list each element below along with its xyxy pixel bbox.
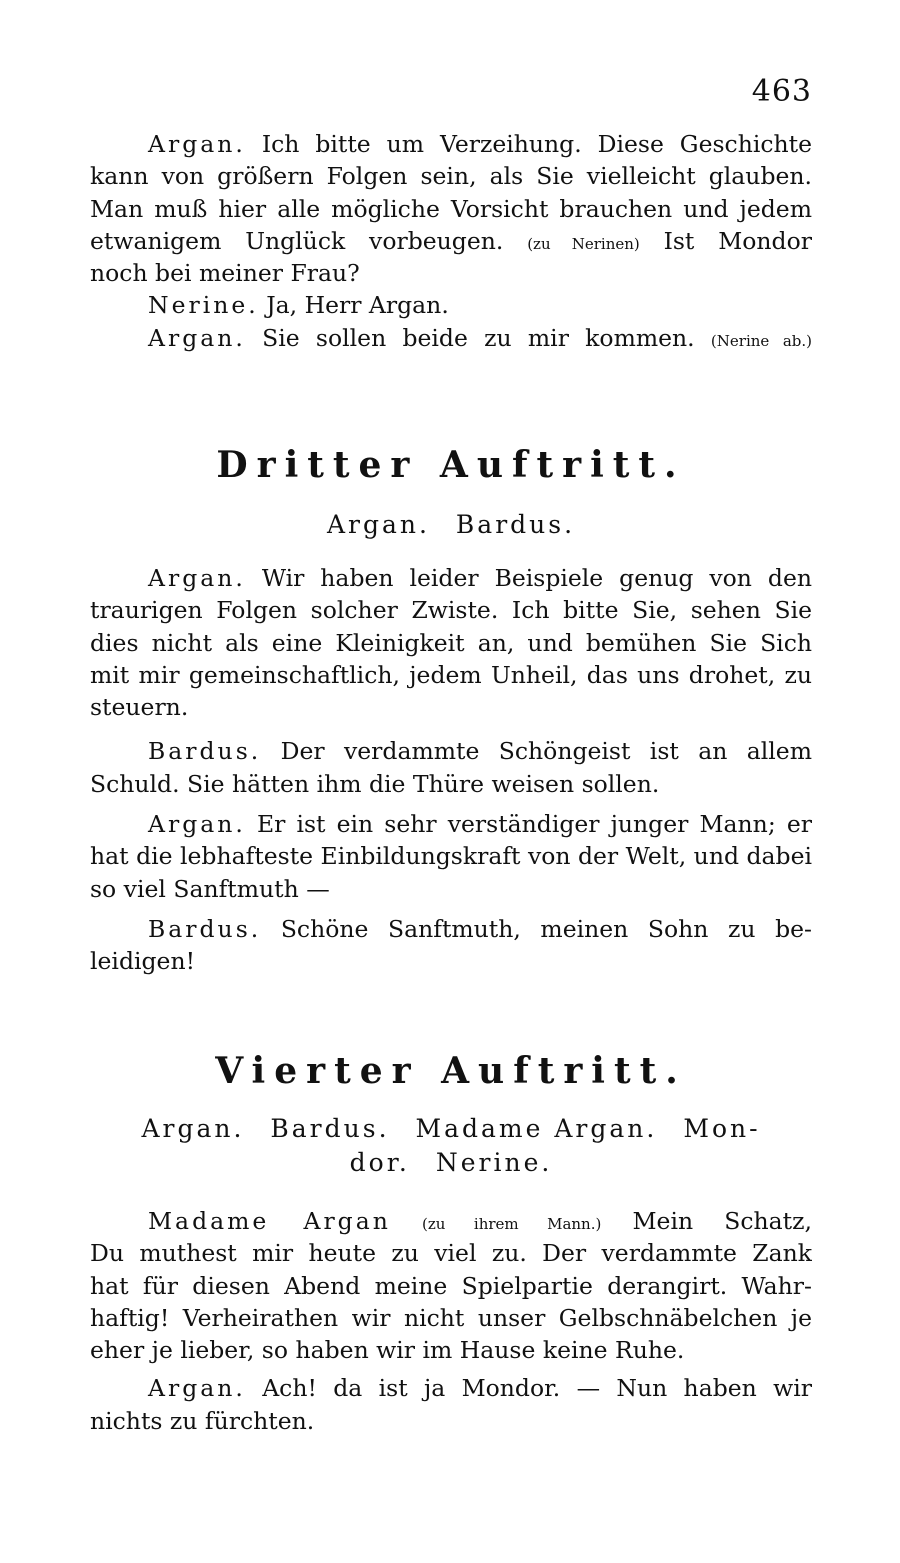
scene-cast <box>90 1112 812 1180</box>
cast-member: Bardus. <box>455 510 576 539</box>
speaker-name: Argan. <box>148 564 246 592</box>
speech-text: Ist Mondor <box>663 226 812 255</box>
text-line: leidigen! <box>90 947 196 976</box>
dialogue-block-1 <box>90 128 812 354</box>
speech-text: Mein Schatz, <box>632 1207 812 1235</box>
text-line <box>90 913 812 945</box>
text-line <box>90 808 812 840</box>
text-line: Schuld. Sie hätten ihm die Thüre weisen sollen. <box>90 769 660 798</box>
text-line <box>90 1205 812 1237</box>
speech-text: Er ist ein sehr verständiger junger Mann; er <box>256 810 812 839</box>
text-line: noch bei meiner Frau? <box>90 259 360 288</box>
text-line: Man muß hier alle mögliche Vorsicht brauchen und jedem <box>90 194 812 223</box>
text-line: steuern. <box>90 693 189 722</box>
cast-member: Argan. <box>326 510 430 539</box>
scene-heading: Vierter Auftritt. <box>215 1050 687 1092</box>
speech-text: Wir haben leider Beispiele genug von den <box>261 564 812 592</box>
text-line <box>90 562 812 594</box>
speaker-name: Argan. <box>148 323 246 352</box>
stage-direction: (zu ihrem Mann.) <box>422 1215 602 1233</box>
cast-member: Argan. <box>141 1114 245 1143</box>
speech-text: Schöne Sanftmuth, meinen Sohn zu be- <box>280 914 812 943</box>
speaker-name: Argan. <box>148 130 246 158</box>
text-line: hat die lebhafteste Einbildungskraft von der Welt, und dabei <box>90 842 812 871</box>
text-line: kann von größern Folgen sein, als Sie vielleicht glauben. <box>90 162 812 191</box>
cast-member: dor. <box>349 1148 410 1177</box>
speaker-name: Nerine. <box>148 291 259 320</box>
speaker-name: Argan. <box>148 810 246 839</box>
cast-member: Mon- <box>683 1114 761 1143</box>
text-line: hat für diesen Abend meine Spielpartie derangirt. Wahr- <box>90 1271 812 1300</box>
scene-heading: Dritter Auftritt. <box>216 444 686 486</box>
speech-text: Ja, Herr Argan. <box>266 291 449 320</box>
speech-text: Ich bitte um Verzeihung. Diese Geschichte <box>261 130 812 158</box>
text-line: traurigen Folgen solcher Zwiste. Ich bitte Sie, sehen Sie <box>90 596 812 625</box>
cast-member: Madame Argan. <box>415 1114 658 1143</box>
speaker-name: Argan. <box>148 1374 246 1403</box>
text-line <box>90 225 812 257</box>
text-line: so viel Sanftmuth — <box>90 874 330 903</box>
page-number: 463 <box>751 74 812 109</box>
speech-text: etwanigem Unglück vorbeugen. <box>90 226 504 255</box>
text-line: mit mir gemeinschaftlich, jedem Unheil, das uns drohet, zu <box>90 660 812 689</box>
speech-text: Sie sollen beide zu mir kommen. <box>262 323 695 352</box>
speaker-name: Bardus. <box>148 737 262 766</box>
scene-cast <box>90 508 812 542</box>
cast-member: Nerine. <box>435 1148 553 1177</box>
speaker-name: Bardus. <box>148 914 262 943</box>
text-line: nichts zu fürchten. <box>90 1406 315 1435</box>
text-line: haftig! Verheirathen wir nicht unser Gelbschnäbelchen je <box>90 1303 812 1332</box>
dialogue-block-3 <box>90 1205 812 1437</box>
text-line: dies nicht als eine Kleinigkeit an, und bemühen Sie Sich <box>90 628 812 657</box>
speech-text: Der verdammte Schöngeist ist an allem <box>280 737 812 766</box>
text-line: eher je lieber, so haben wir im Hause keine Ruhe. <box>90 1336 685 1365</box>
text-line: Du muthest mir heute zu viel zu. Der verdammte Zank <box>90 1239 812 1268</box>
stage-direction: (zu Nerinen) <box>527 234 640 253</box>
text-line <box>90 322 812 354</box>
cast-member: Bardus. <box>270 1114 390 1143</box>
text-line <box>90 289 812 321</box>
text-line <box>90 1372 812 1404</box>
stage-direction: (Nerine ab.) <box>710 331 812 350</box>
speech-text: Ach! da ist ja Mondor. — Nun haben wir <box>262 1374 812 1403</box>
text-line <box>90 735 812 767</box>
text-line <box>90 128 812 160</box>
speaker-name: Madame Argan <box>148 1207 391 1235</box>
dialogue-block-2 <box>90 562 812 978</box>
